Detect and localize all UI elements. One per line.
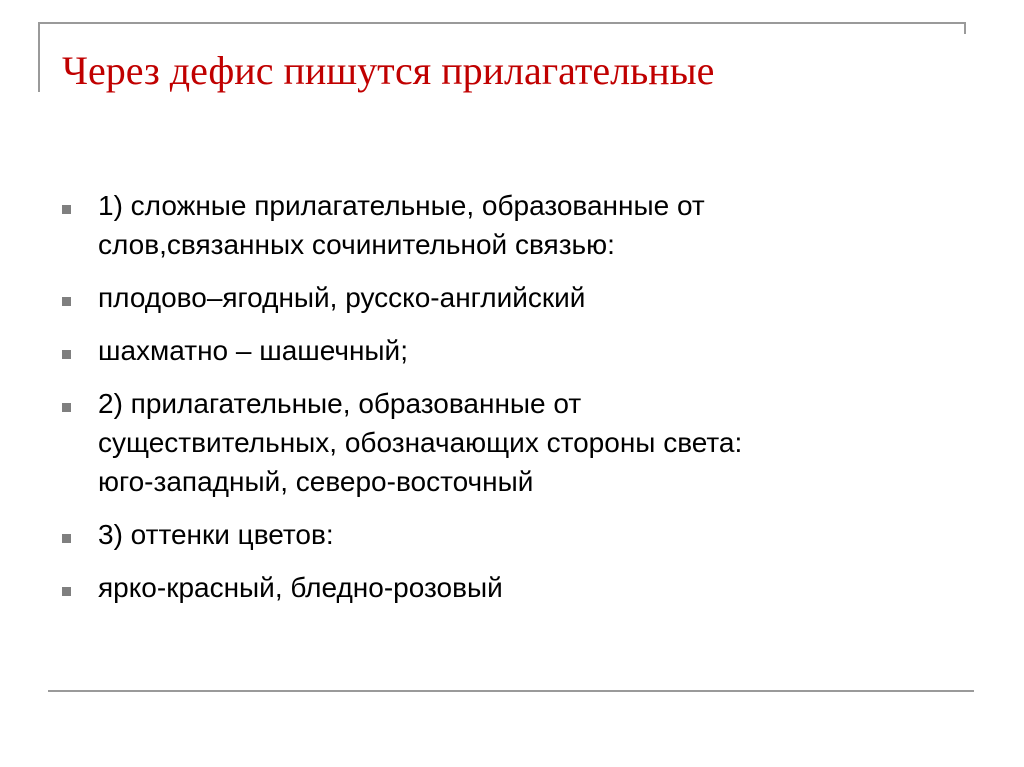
bullet-item	[62, 331, 962, 370]
frame-right-tick	[964, 22, 966, 34]
bullet-line: 1) сложные прилагательные, образованные от	[98, 190, 705, 221]
bullet-line: ярко-красный, бледно-розовый	[98, 572, 503, 603]
bullet-item	[62, 186, 962, 264]
bullet-item	[62, 384, 962, 501]
bullet-line: шахматно – шашечный;	[98, 335, 408, 366]
frame-bottom-line	[48, 690, 974, 692]
bullet-item	[62, 278, 962, 317]
bullet-line: существительных, обозначающих стороны света:	[98, 427, 743, 458]
slide-title: Через дефис пишутся прилагательные	[62, 48, 715, 93]
bullet-item	[62, 515, 962, 554]
square-bullet-icon	[62, 534, 71, 543]
square-bullet-icon	[62, 297, 71, 306]
square-bullet-icon	[62, 350, 71, 359]
bullet-line: плодово–ягодный, русско-английский	[98, 282, 586, 313]
bullet-line: слов,связанных сочинительной связью:	[98, 229, 615, 260]
bullet-item	[62, 568, 962, 607]
bullet-list	[62, 186, 962, 621]
square-bullet-icon	[62, 587, 71, 596]
frame-top-line	[38, 22, 966, 24]
frame-left-line	[38, 22, 40, 92]
square-bullet-icon	[62, 403, 71, 412]
bullet-line: 2) прилагательные, образованные от	[98, 388, 582, 419]
square-bullet-icon	[62, 205, 71, 214]
bullet-line: юго-западный, северо-восточный	[98, 466, 534, 497]
bullet-line: 3) оттенки цветов:	[98, 519, 334, 550]
